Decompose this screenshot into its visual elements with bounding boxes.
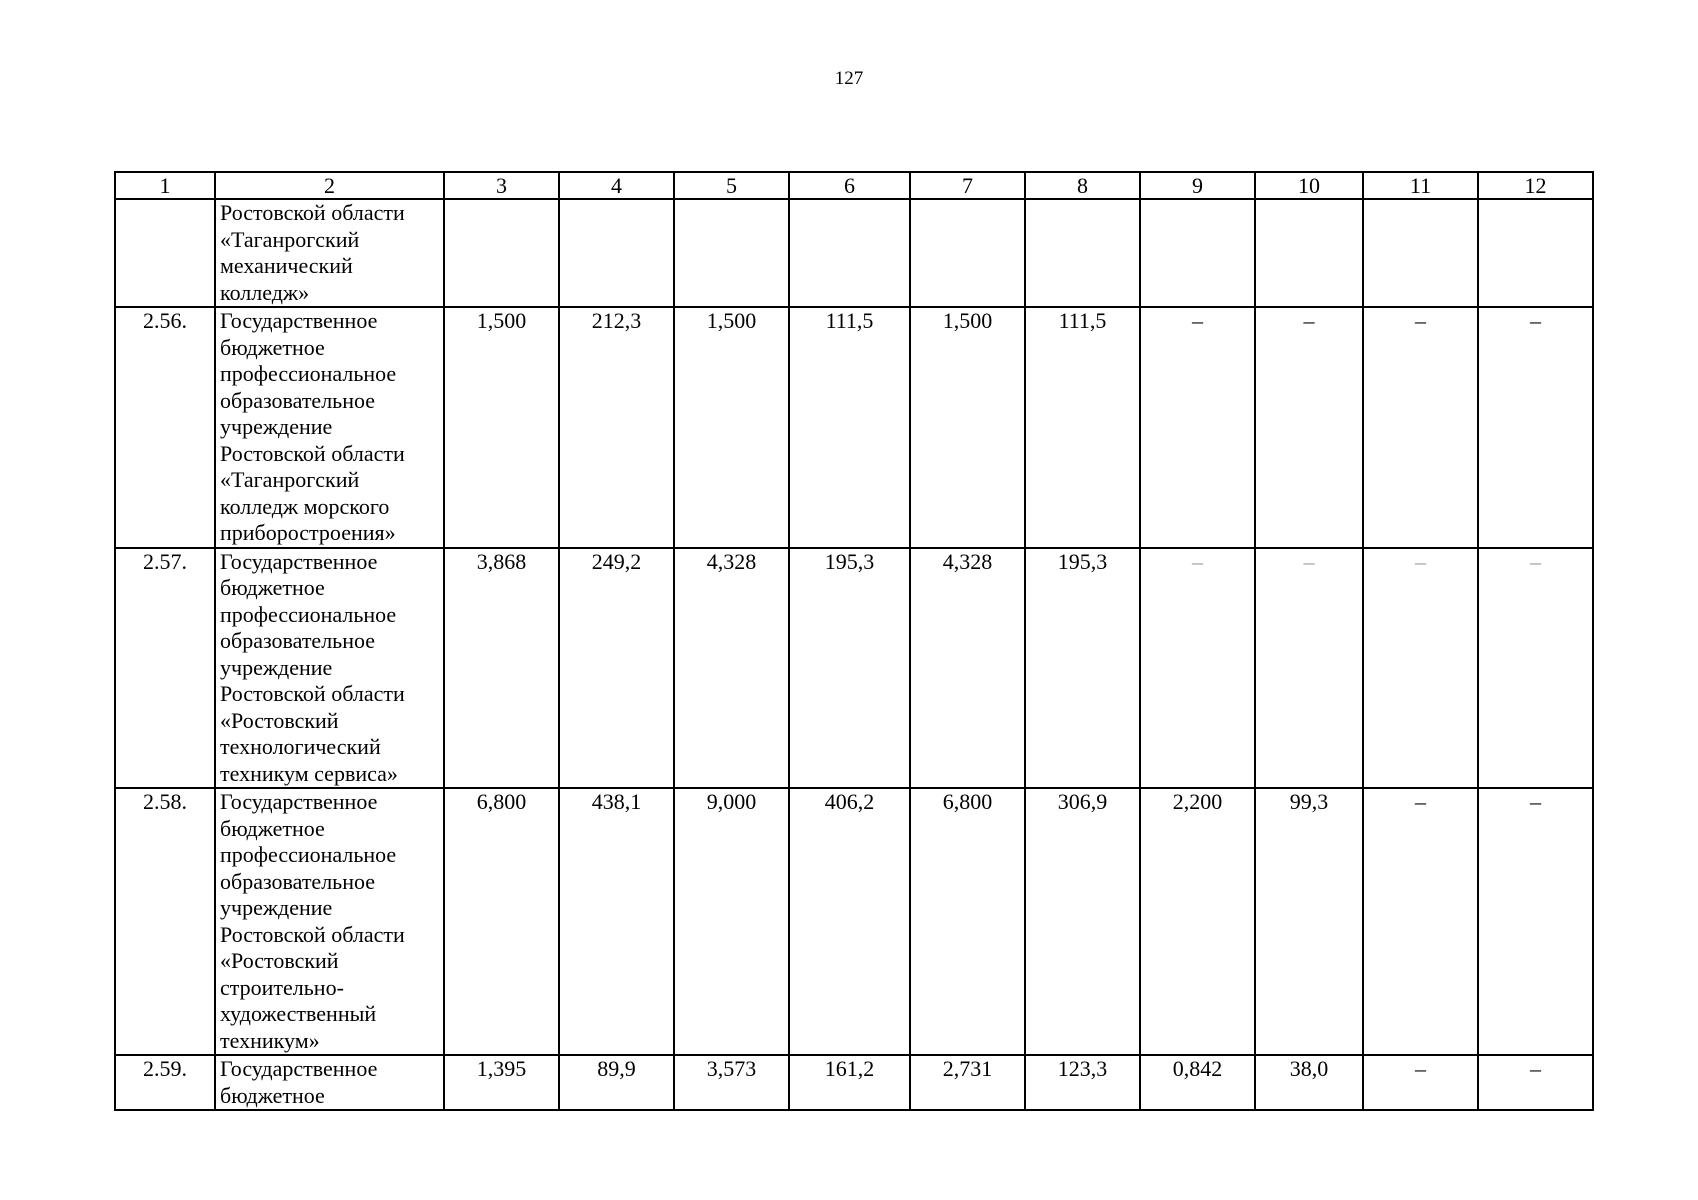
value-cell: 9,000 bbox=[674, 788, 789, 1055]
value-cell bbox=[444, 199, 559, 307]
column-header: 1 bbox=[115, 172, 215, 199]
column-header: 4 bbox=[559, 172, 674, 199]
column-header: 9 bbox=[1140, 172, 1255, 199]
column-header: 5 bbox=[674, 172, 789, 199]
value-cell: 438,1 bbox=[559, 788, 674, 1055]
column-header: 2 bbox=[215, 172, 444, 199]
value-cell: – bbox=[1363, 548, 1478, 789]
value-cell: – bbox=[1363, 307, 1478, 548]
value-cell: 2,200 bbox=[1140, 788, 1255, 1055]
value-cell: – bbox=[1140, 307, 1255, 548]
column-header: 10 bbox=[1255, 172, 1363, 199]
column-header: 12 bbox=[1478, 172, 1593, 199]
value-cell: 4,328 bbox=[910, 548, 1025, 789]
value-cell: 249,2 bbox=[559, 548, 674, 789]
value-cell: – bbox=[1255, 548, 1363, 789]
value-cell: 111,5 bbox=[1025, 307, 1140, 548]
value-cell: 161,2 bbox=[789, 1055, 910, 1110]
column-header: 6 bbox=[789, 172, 910, 199]
value-cell: – bbox=[1363, 788, 1478, 1055]
value-cell: 306,9 bbox=[1025, 788, 1140, 1055]
page-number: 127 bbox=[834, 68, 864, 89]
value-cell: 3,868 bbox=[444, 548, 559, 789]
institution-name: Государственное бюджетное bbox=[215, 1055, 444, 1110]
institution-name: Государственное бюджетное профессиональное образовательное учреждение Ростовской области «Ростовский строительно-художественный техникум» bbox=[215, 788, 444, 1055]
value-cell bbox=[1363, 199, 1478, 307]
value-cell: 1,395 bbox=[444, 1055, 559, 1110]
value-cell: 99,3 bbox=[1255, 788, 1363, 1055]
value-cell: 195,3 bbox=[789, 548, 910, 789]
value-cell: 195,3 bbox=[1025, 548, 1140, 789]
value-cell: – bbox=[1255, 307, 1363, 548]
row-number: 2.58. bbox=[115, 788, 215, 1055]
value-cell: – bbox=[1478, 548, 1593, 789]
value-cell: 89,9 bbox=[559, 1055, 674, 1110]
row-number: 2.59. bbox=[115, 1055, 215, 1110]
value-cell: 6,800 bbox=[910, 788, 1025, 1055]
value-cell: 1,500 bbox=[910, 307, 1025, 548]
table-row bbox=[115, 199, 1593, 307]
value-cell: 1,500 bbox=[444, 307, 559, 548]
institution-name: Государственное бюджетное профессиональное образовательное учреждение Ростовской области «Ростовский технологический техникум сервиса» bbox=[215, 548, 444, 789]
value-cell bbox=[910, 199, 1025, 307]
value-cell: – bbox=[1363, 1055, 1478, 1110]
value-cell: 2,731 bbox=[910, 1055, 1025, 1110]
row-number bbox=[115, 199, 215, 307]
table-row bbox=[115, 1055, 1593, 1110]
value-cell: 406,2 bbox=[789, 788, 910, 1055]
column-header: 3 bbox=[444, 172, 559, 199]
table-row bbox=[115, 307, 1593, 548]
data-table bbox=[114, 171, 1594, 1111]
value-cell: 4,328 bbox=[674, 548, 789, 789]
value-cell: – bbox=[1140, 548, 1255, 789]
value-cell: 38,0 bbox=[1255, 1055, 1363, 1110]
value-cell bbox=[1478, 199, 1593, 307]
column-header: 8 bbox=[1025, 172, 1140, 199]
value-cell: 212,3 bbox=[559, 307, 674, 548]
institution-name: Государственное бюджетное профессиональное образовательное учреждение Ростовской области «Таганрогский колледж морского приборостроения» bbox=[215, 307, 444, 548]
value-cell: 3,573 bbox=[674, 1055, 789, 1110]
row-number: 2.56. bbox=[115, 307, 215, 548]
value-cell: – bbox=[1478, 307, 1593, 548]
value-cell: 123,3 bbox=[1025, 1055, 1140, 1110]
table-header-row bbox=[115, 172, 1593, 199]
column-header: 11 bbox=[1363, 172, 1478, 199]
column-header: 7 bbox=[910, 172, 1025, 199]
value-cell: 6,800 bbox=[444, 788, 559, 1055]
table-row bbox=[115, 788, 1593, 1055]
value-cell bbox=[1255, 199, 1363, 307]
value-cell bbox=[1140, 199, 1255, 307]
value-cell bbox=[559, 199, 674, 307]
value-cell: 0,842 bbox=[1140, 1055, 1255, 1110]
value-cell bbox=[789, 199, 910, 307]
value-cell bbox=[674, 199, 789, 307]
table-row bbox=[115, 548, 1593, 789]
value-cell bbox=[1025, 199, 1140, 307]
value-cell: – bbox=[1478, 1055, 1593, 1110]
row-number: 2.57. bbox=[115, 548, 215, 789]
value-cell: 111,5 bbox=[789, 307, 910, 548]
value-cell: 1,500 bbox=[674, 307, 789, 548]
institution-name: Ростовской области «Таганрогский механический колледж» bbox=[215, 199, 444, 307]
value-cell: – bbox=[1478, 788, 1593, 1055]
